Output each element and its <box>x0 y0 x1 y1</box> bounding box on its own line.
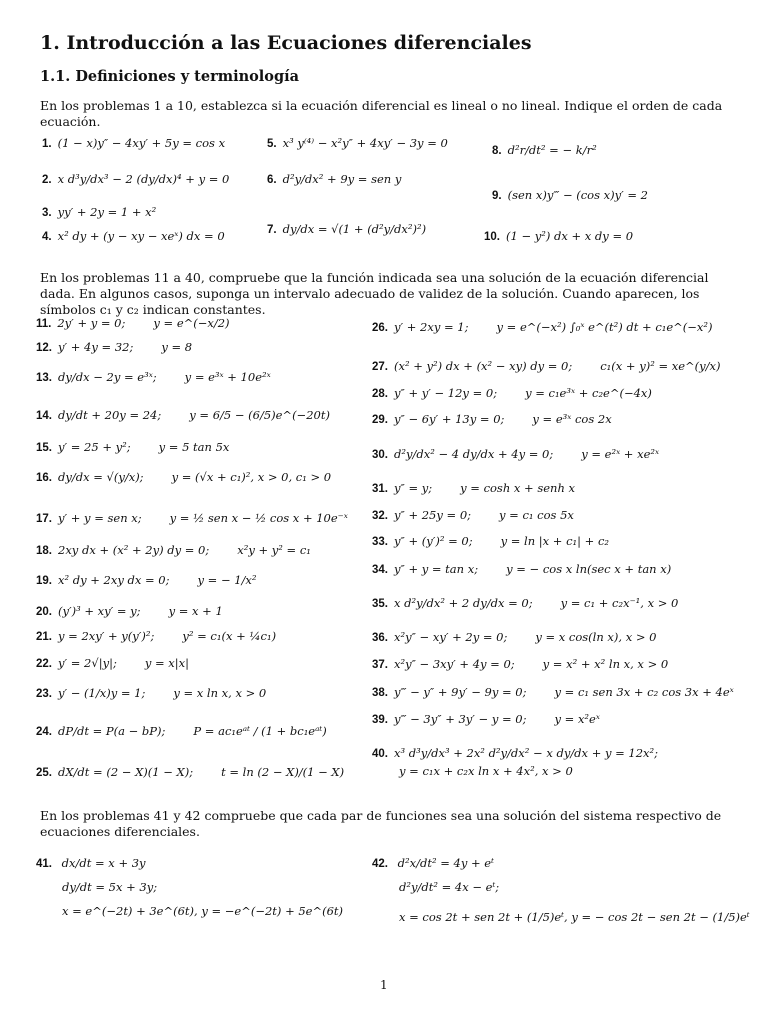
problem-number: 37. <box>372 659 388 671</box>
problem-solution: y = c₁ sen 3x + c₂ cos 3x + 4eˣ <box>554 685 734 699</box>
problem-20 <box>36 604 223 619</box>
problem-12 <box>36 340 192 355</box>
problem-equation: dX/dt = (2 − X)(1 − X); <box>58 765 194 779</box>
problem-equation: (1 − y²) dx + x dy = 0 <box>506 229 634 243</box>
problem-38 <box>372 685 734 700</box>
problem-solution: y = 8 <box>161 340 193 354</box>
problem-14 <box>36 408 330 423</box>
problem-solution: c₁(x + y)² = xe^(y/x) <box>600 359 721 373</box>
problem-equation: dy/dx − 2y = e³ˣ; <box>58 370 157 384</box>
problem-solution: y = c₁e³ˣ + c₂e^(−4x) <box>525 386 652 400</box>
problem-number: 20. <box>36 606 52 618</box>
problem-equation: y = 2xy′ + y(y′)²; <box>58 629 155 643</box>
problem-equation: y′ + 4y = 32; <box>58 340 134 354</box>
problem-equation-line-1: dx/dt = x + 3y <box>61 856 146 870</box>
problem-number: 30. <box>372 449 388 461</box>
problem-equation: (1 − x)y″ − 4xy′ + 5y = cos x <box>57 136 226 150</box>
problem-equation: dy/dx = √(y/x); <box>58 470 144 484</box>
problem-number: 11. <box>36 318 52 330</box>
problem-equation: d²y/dx² + 9y = sen y <box>282 172 402 186</box>
problem-solution: y = x|x| <box>144 656 189 670</box>
problem-39 <box>372 712 600 727</box>
problem-solution: y = e^(−x²) ∫₀ˣ e^(t²) dt + c₁e^(−x²) <box>496 320 713 334</box>
problem-5 <box>267 136 448 151</box>
problem-42 <box>372 856 494 871</box>
problem-number: 13. <box>36 372 52 384</box>
problem-number: 15. <box>36 442 52 454</box>
problem-equation: y″ = y; <box>394 481 433 495</box>
problem-number: 7. <box>267 224 277 236</box>
problem-number: 8. <box>492 145 502 157</box>
problem-equation: y‴ − 3y″ + 3y′ − y = 0; <box>394 712 527 726</box>
problem-equation: x²y″ − xy′ + 2y = 0; <box>394 630 508 644</box>
problem-40 <box>372 746 658 761</box>
problem-equation-line-1: d²x/dt² = 4y + eᵗ <box>397 856 494 870</box>
problem-41-equation-line-2: dy/dt = 5x + 3y; <box>62 880 158 894</box>
problem-equation: 2xy dx + (x² + 2y) dy = 0; <box>58 543 210 557</box>
problem-23 <box>36 686 266 701</box>
problem-equation: x d³y/dx³ − 2 (dy/dx)⁴ + y = 0 <box>57 172 230 186</box>
problem-solution: y = cosh x + senh x <box>460 481 575 495</box>
problem-31 <box>372 481 575 496</box>
problem-number: 10. <box>484 231 500 243</box>
problem-equation: x d²y/dx² + 2 dy/dx = 0; <box>394 596 533 610</box>
problem-solution: y = − cos x ln(sec x + tan x) <box>506 562 672 576</box>
problem-21 <box>36 629 276 644</box>
problem-16 <box>36 470 331 485</box>
problem-18 <box>36 543 311 558</box>
problem-solution: y = c₁x + c₂x ln x + 4x², x > 0 <box>399 764 573 778</box>
problem-number: 35. <box>372 598 388 610</box>
problem-1 <box>42 136 225 151</box>
problem-8 <box>492 143 597 158</box>
problem-equation: yy′ + 2y = 1 + x² <box>57 205 157 219</box>
problem-number: 38. <box>372 687 388 699</box>
problem-34 <box>372 562 671 577</box>
problem-7 <box>267 222 426 237</box>
problem-equation: y′ = 2√|y|; <box>58 656 117 670</box>
problem-number: 40. <box>372 748 388 760</box>
problem-number: 29. <box>372 414 388 426</box>
problem-solution: y = 6/5 − (6/5)e^(−20t) <box>189 408 330 422</box>
problem-15 <box>36 440 229 455</box>
problem-equation: 2y′ + y = 0; <box>57 316 126 330</box>
problem-25 <box>36 765 344 780</box>
problem-equation: y′ − (1/x)y = 1; <box>58 686 146 700</box>
problem-number: 27. <box>372 361 388 373</box>
problem-number: 12. <box>36 342 52 354</box>
problem-number: 4. <box>42 231 52 243</box>
problem-equation: (y′)³ + xy′ = y; <box>58 604 141 618</box>
problem-equation: (x² + y²) dx + (x² − xy) dy = 0; <box>394 359 573 373</box>
problem-equation: d²r/dt² = − k/r² <box>507 143 597 157</box>
problem-10 <box>484 229 633 244</box>
problem-equation: y′ + y = sen x; <box>58 511 142 525</box>
problem-number: 36. <box>372 632 388 644</box>
problem-equation: d²y/dx² − 4 dy/dx + 4y = 0; <box>394 447 554 461</box>
problem-number: 31. <box>372 483 388 495</box>
problem-number: 5. <box>267 138 277 150</box>
problem-number: 9. <box>492 190 502 202</box>
problem-solution: y = x cos(ln x), x > 0 <box>535 630 657 644</box>
intro-paragraph-1: En los problemas 1 a 10, establezca si la ecuación diferencial es lineal o no lineal. Indique el orden de cada ecuación. <box>40 98 723 129</box>
problem-equation: y″ + 25y = 0; <box>394 508 472 522</box>
problem-number: 3. <box>42 207 52 219</box>
problem-solution: y = c₁ + c₂x⁻¹, x > 0 <box>560 596 679 610</box>
section-title: 1. Introducción a las Ecuaciones diferenciales <box>40 32 532 54</box>
problem-27 <box>372 359 721 374</box>
problem-number: 19. <box>36 575 52 587</box>
problem-equation: (sen x)y‴ − (cos x)y′ = 2 <box>507 188 648 202</box>
problem-17 <box>36 511 348 526</box>
problem-29 <box>372 412 612 427</box>
problem-24 <box>36 724 327 739</box>
problem-solution: y = x + 1 <box>168 604 223 618</box>
subsection-title: 1.1. Definiciones y terminología <box>40 68 300 85</box>
problem-13 <box>36 370 271 385</box>
problem-equation: y′ + 2xy = 1; <box>394 320 469 334</box>
problem-solution: y = c₁ cos 5x <box>499 508 574 522</box>
problem-equation: y″ + y′ − 12y = 0; <box>394 386 498 400</box>
problem-solution: P = ac₁eᵃᵗ / (1 + bc₁eᵃᵗ) <box>193 724 327 738</box>
problem-equation: x² dy + (y − xy − xeˣ) dx = 0 <box>57 229 225 243</box>
problem-equation: dy/dt + 20y = 24; <box>58 408 162 422</box>
problem-solution: y = e^(−x/2) <box>153 316 230 330</box>
problem-number: 6. <box>267 174 277 186</box>
problem-solution: y = e²ˣ + xe²ˣ <box>581 447 660 461</box>
problem-equation: y″ − 6y′ + 13y = 0; <box>394 412 505 426</box>
problem-number: 17. <box>36 513 52 525</box>
problem-solution: y = x² + x² ln x, x > 0 <box>542 657 669 671</box>
problem-42-equation-line-2: d²y/dt² = 4x − eᵗ; <box>399 880 500 894</box>
problem-solution: x²y + y² = c₁ <box>237 543 311 557</box>
problem-number: 32. <box>372 510 388 522</box>
problem-number: 41. <box>36 858 52 870</box>
problem-3 <box>42 205 156 220</box>
problem-number: 28. <box>372 388 388 400</box>
problem-number: 34. <box>372 564 388 576</box>
problem-number: 24. <box>36 726 52 738</box>
problem-solution: y = e³ˣ + 10e²ˣ <box>184 370 271 384</box>
problem-37 <box>372 657 668 672</box>
problem-solution: y = − 1/x² <box>197 573 257 587</box>
problem-4 <box>42 229 225 244</box>
problem-2 <box>42 172 229 187</box>
problem-solution: y = x ln x, x > 0 <box>173 686 267 700</box>
problem-solution: y = ½ sen x − ½ cos x + 10e⁻ˣ <box>169 511 348 525</box>
problem-number: 42. <box>372 858 388 870</box>
problem-19 <box>36 573 257 588</box>
problem-equation: y″ + y = tan x; <box>394 562 479 576</box>
problem-number: 23. <box>36 688 52 700</box>
problem-22 <box>36 656 189 671</box>
problem-equation: x³ d³y/dx³ + 2x² d²y/dx² − x dy/dx + y = 12x²; <box>394 746 659 760</box>
problem-41 <box>36 856 146 871</box>
problem-6 <box>267 172 401 187</box>
problem-number: 22. <box>36 658 52 670</box>
problem-equation: y″ + (y′)² = 0; <box>394 534 473 548</box>
problem-9 <box>492 188 648 203</box>
problem-solution: y = (√x + c₁)², x > 0, c₁ > 0 <box>171 470 332 484</box>
problem-solution: y² = c₁(x + ¼c₁) <box>182 629 277 643</box>
problem-solution: y = ln |x + c₁| + c₂ <box>500 534 609 548</box>
problem-28 <box>372 386 652 401</box>
problem-35 <box>372 596 678 611</box>
problem-number: 1. <box>42 138 52 150</box>
problem-equation: y‴ − y″ + 9y′ − 9y = 0; <box>394 685 527 699</box>
problem-solution: y = x²eˣ <box>554 712 600 726</box>
problem-36 <box>372 630 656 645</box>
problem-equation: y′ = 25 + y²; <box>58 440 131 454</box>
problem-equation: x² dy + 2xy dx = 0; <box>58 573 170 587</box>
problem-26 <box>372 320 713 335</box>
page-number: 1 <box>380 978 388 992</box>
problem-equation: dy/dx = √(1 + (d²y/dx²)²) <box>282 222 427 236</box>
problem-41-solution: x = e^(−2t) + 3e^(6t), y = −e^(−2t) + 5e^(6t) <box>62 904 344 918</box>
problem-equation: dP/dt = P(a − bP); <box>58 724 166 738</box>
intro-paragraph-2: En los problemas 11 a 40, compruebe que la función indicada sea una solución de la ecuación diferencial dada. En algunos casos, suponga un intervalo adecuado de validez de la solución. Cuando aparecen, los símbolos c₁ y c₂ indican constantes. <box>40 270 709 317</box>
problem-solution: y = 5 tan 5x <box>158 440 230 454</box>
problem-solution: y = e³ˣ cos 2x <box>532 412 612 426</box>
problem-number: 16. <box>36 472 52 484</box>
problem-number: 26. <box>372 322 388 334</box>
problem-equation: x²y″ − 3xy′ + 4y = 0; <box>394 657 515 671</box>
problem-42-solution: x = cos 2t + sen 2t + (1/5)eᵗ, y = − cos 2t − sen 2t − (1/5)eᵗ <box>399 910 750 924</box>
problem-number: 18. <box>36 545 52 557</box>
problem-32 <box>372 508 574 523</box>
problem-number: 33. <box>372 536 388 548</box>
problem-number: 2. <box>42 174 52 186</box>
intro-paragraph-3: En los problemas 41 y 42 compruebe que cada par de funciones sea una solución del sistema respectivo de ecuaciones diferenciales. <box>40 808 722 839</box>
problem-11 <box>36 316 230 331</box>
problem-number: 21. <box>36 631 52 643</box>
problem-30 <box>372 447 659 462</box>
problem-solution: t = ln (2 − X)/(1 − X) <box>221 765 345 779</box>
problem-33 <box>372 534 609 549</box>
problem-number: 39. <box>372 714 388 726</box>
problem-number: 14. <box>36 410 52 422</box>
problem-equation: x³ y⁽⁴⁾ − x²y″ + 4xy′ − 3y = 0 <box>282 136 448 150</box>
problem-number: 25. <box>36 767 52 779</box>
